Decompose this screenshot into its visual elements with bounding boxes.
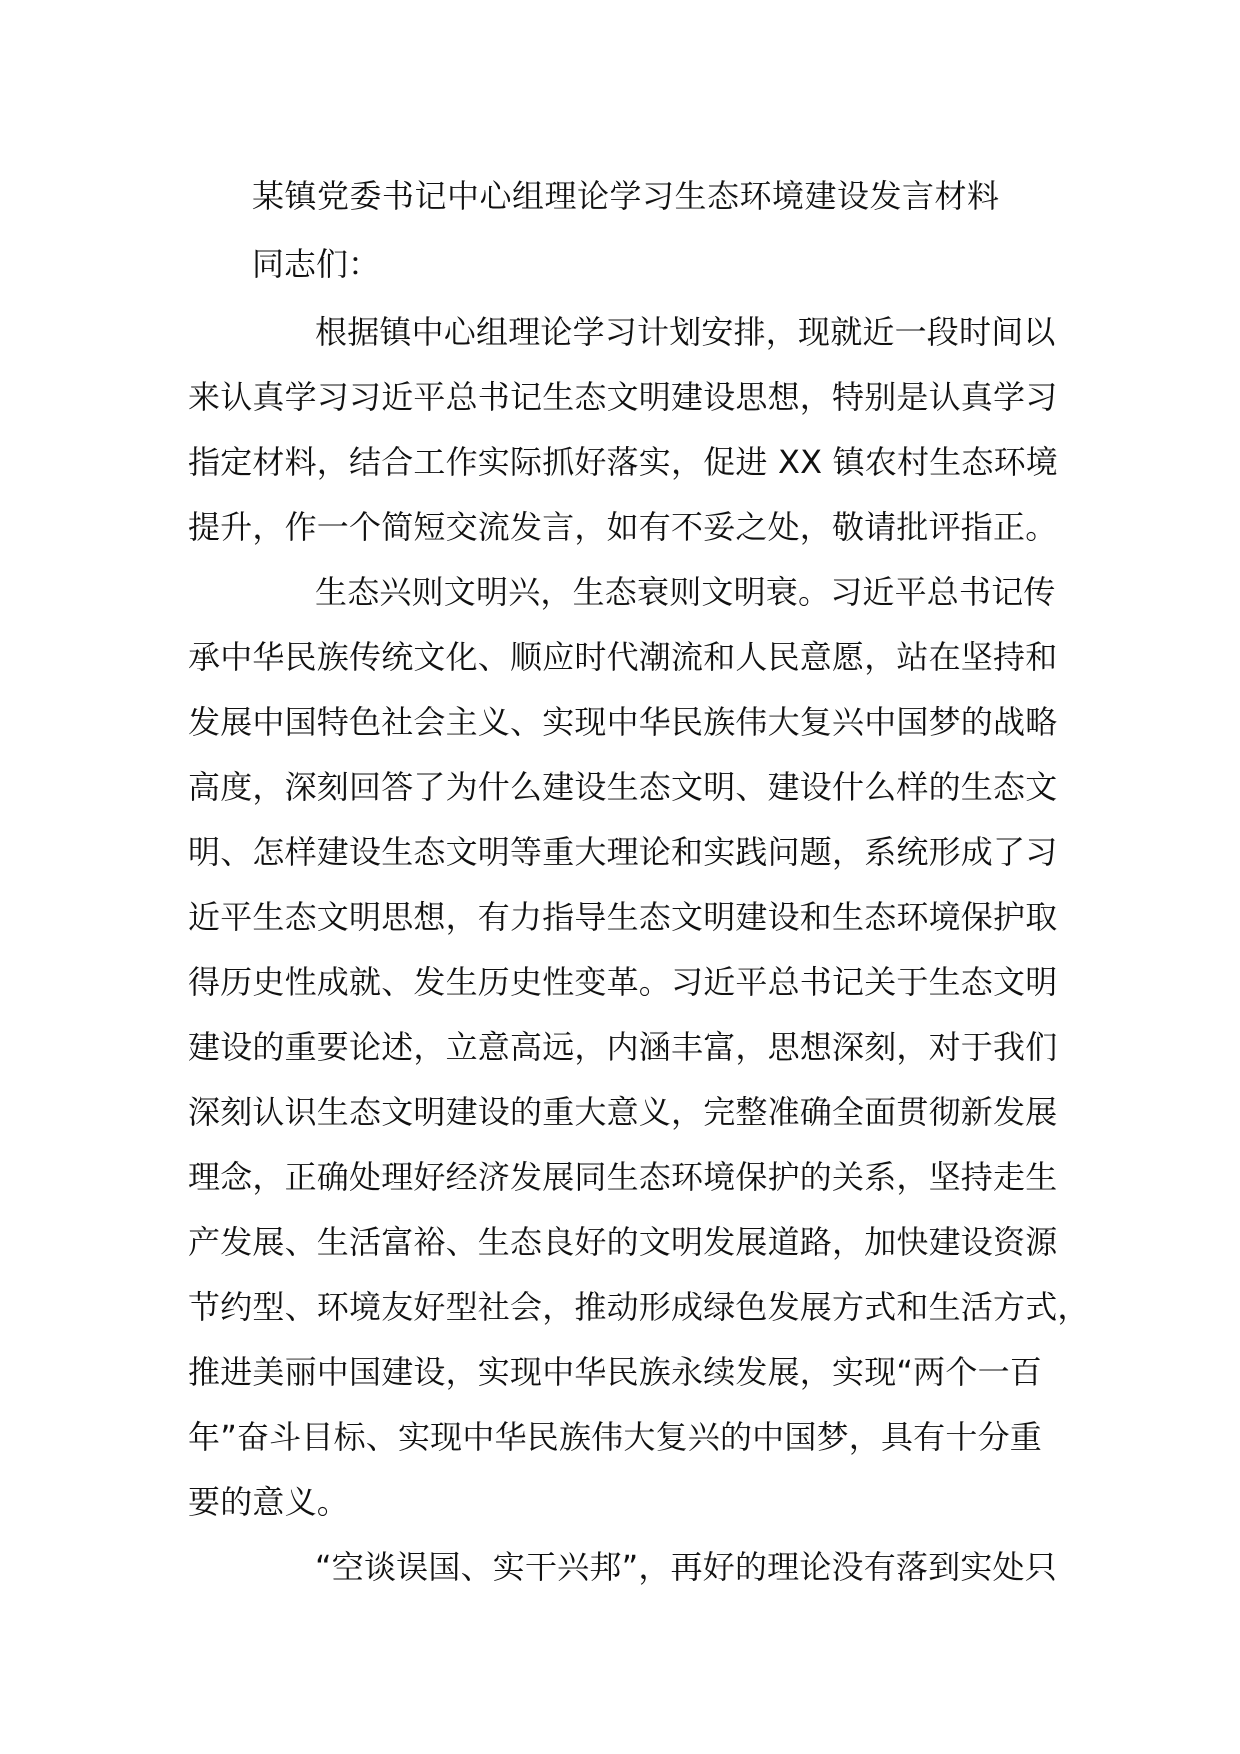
paragraph-line: 指定材料，结合工作实际抓好落实，促进 XX 镇农村生态环境 <box>188 443 1058 481</box>
paragraph-line: 建设的重要论述，立意高远，内涵丰富，思想深刻，对于我们 <box>188 1028 1058 1066</box>
paragraph-line: 根据镇中心组理论学习计划安排，现就近一段时间以 <box>315 313 1056 351</box>
paragraph-2 <box>188 560 1088 1535</box>
document-title: 某镇党委书记中心组理论学习生态环境建设发言材料 <box>252 177 1000 215</box>
paragraph-line: 理念，正确处理好经济发展同生态环境保护的关系，坚持走生 <box>188 1158 1058 1196</box>
paragraph-line: “空谈误国、实干兴邦”，再好的理论没有落到实处只 <box>315 1548 1057 1586</box>
paragraph-line: 高度，深刻回答了为什么建设生态文明、建设什么样的生态文 <box>188 768 1058 806</box>
salutation: 同志们： <box>252 245 381 283</box>
paragraph-line: 深刻认识生态文明建设的重大意义，完整准确全面贯彻新发展 <box>188 1093 1058 1131</box>
paragraph-line: 承中华民族传统文化、顺应时代潮流和人民意愿，站在坚持和 <box>188 638 1058 676</box>
paragraph-3 <box>188 1535 1088 1600</box>
paragraph-1 <box>188 300 1088 560</box>
paragraph-line: 年”奋斗目标、实现中华民族伟大复兴的中国梦，具有十分重 <box>188 1418 1042 1456</box>
document-body <box>188 300 1088 1600</box>
paragraph-line: 生态兴则文明兴，生态衰则文明衰。习近平总书记传 <box>315 573 1056 611</box>
paragraph-line: 得历史性成就、发生历史性变革。习近平总书记关于生态文明 <box>188 963 1058 1001</box>
paragraph-line: 明、怎样建设生态文明等重大理论和实践问题，系统形成了习 <box>188 833 1058 871</box>
paragraph-line: 来认真学习习近平总书记生态文明建设思想，特别是认真学习 <box>188 378 1058 416</box>
paragraph-line: 提升，作一个简短交流发言，如有不妥之处，敬请批评指正。 <box>188 508 1058 546</box>
paragraph-line: 近平生态文明思想，有力指导生态文明建设和生态环境保护取 <box>188 898 1058 936</box>
paragraph-line: 节约型、环境友好型社会，推动形成绿色发展方式和生活方式， <box>188 1288 1090 1326</box>
paragraph-line: 产发展、生活富裕、生态良好的文明发展道路，加快建设资源 <box>188 1223 1058 1261</box>
paragraph-line: 发展中国特色社会主义、实现中华民族伟大复兴中国梦的战略 <box>188 703 1058 741</box>
paragraph-line: 推进美丽中国建设，实现中华民族永续发展，实现“两个一百 <box>188 1353 1042 1391</box>
paragraph-line: 要的意义。 <box>188 1483 350 1521</box>
